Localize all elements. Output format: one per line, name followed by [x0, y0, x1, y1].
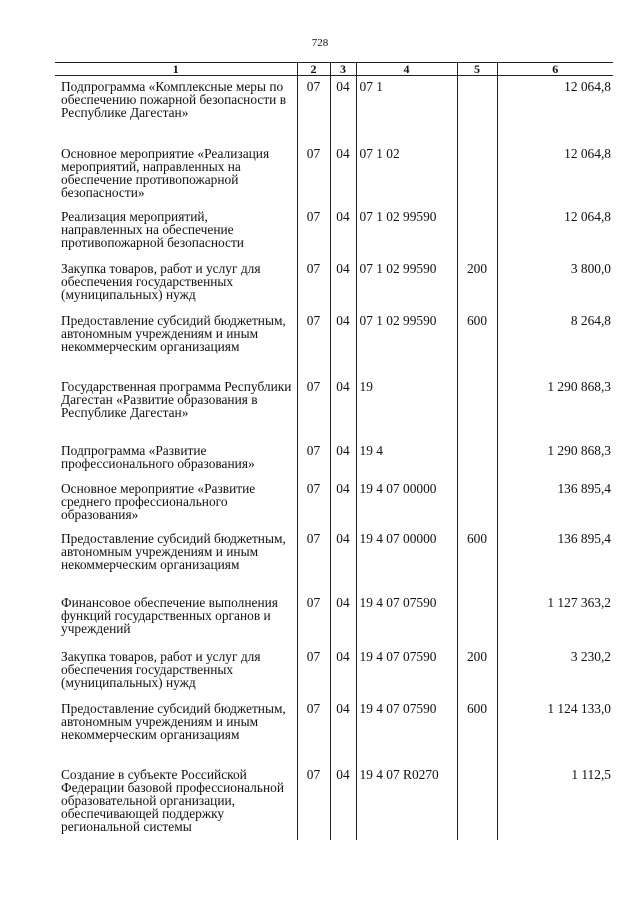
row-section-code: 07 — [297, 143, 330, 206]
budget-table — [55, 62, 613, 840]
row-target-article-code: 19 — [356, 376, 457, 440]
row-description: Закупка товаров, работ и услуг для обеспечения государственных (муниципальных) нужд — [61, 260, 261, 302]
row-subsection-code: 04 — [330, 143, 356, 206]
row-description: Финансовое обеспечение выполнения функций государственных органов и учреждений — [61, 594, 278, 636]
row-section-code: 07 — [297, 206, 330, 258]
row-description: Закупка товаров, работ и услуг для обеспечения государственных (муниципальных) нужд — [61, 648, 261, 690]
row-section-code: 07 — [297, 764, 330, 840]
row-description: Основное мероприятие «Развитие среднего профессионального образования» — [61, 480, 256, 522]
table-row — [55, 698, 613, 764]
row-target-article-code: 19 4 07 00000 — [356, 478, 457, 528]
table-body — [55, 76, 613, 840]
row-amount: 3 800,0 — [497, 258, 613, 310]
row-section-code: 07 — [297, 698, 330, 764]
table-row — [55, 646, 613, 698]
row-expense-type-code — [457, 440, 497, 478]
row-target-article-code: 19 4 07 07590 — [356, 698, 457, 764]
row-target-article-code: 07 1 02 99590 — [356, 206, 457, 258]
row-section-code: 07 — [297, 376, 330, 440]
row-subsection-code: 04 — [330, 478, 356, 528]
row-amount: 136 895,4 — [497, 478, 613, 528]
header-col-3: 3 — [330, 63, 356, 76]
row-amount: 12 064,8 — [497, 143, 613, 206]
row-description: Предоставление субсидий бюджетным, автономным учреждениям и иным некоммерческим организациям — [61, 700, 286, 742]
table-row — [55, 528, 613, 592]
row-section-code: 07 — [297, 310, 330, 376]
table-row — [55, 258, 613, 310]
table-row — [55, 76, 613, 143]
row-expense-type-code — [457, 206, 497, 258]
row-section-code: 07 — [297, 646, 330, 698]
row-target-article-code: 07 1 02 — [356, 143, 457, 206]
row-expense-type-code — [457, 592, 497, 646]
row-expense-type-code — [457, 76, 497, 143]
row-amount: 12 064,8 — [497, 76, 613, 143]
header-col-5: 5 — [457, 63, 497, 76]
header-col-4: 4 — [356, 63, 457, 76]
table-row — [55, 143, 613, 206]
row-subsection-code: 04 — [330, 310, 356, 376]
row-target-article-code: 19 4 07 07590 — [356, 646, 457, 698]
row-amount: 1 112,5 — [497, 764, 613, 840]
header-col-2: 2 — [297, 63, 330, 76]
row-amount: 136 895,4 — [497, 528, 613, 592]
row-subsection-code: 04 — [330, 528, 356, 592]
row-target-article-code: 07 1 02 99590 — [356, 258, 457, 310]
row-section-code: 07 — [297, 258, 330, 310]
row-amount: 8 264,8 — [497, 310, 613, 376]
header-col-1: 1 — [55, 63, 297, 76]
table-row — [55, 206, 613, 258]
row-expense-type-code — [457, 376, 497, 440]
row-target-article-code: 07 1 02 99590 — [356, 310, 457, 376]
row-description: Подпрограмма «Развитие профессионального образования» — [61, 442, 255, 471]
row-subsection-code: 04 — [330, 646, 356, 698]
row-target-article-code: 19 4 07 R0270 — [356, 764, 457, 840]
row-description: Реализация мероприятий, направленных на обеспечение противопожарной безопасности — [61, 208, 244, 250]
row-amount: 12 064,8 — [497, 206, 613, 258]
row-amount: 1 127 363,2 — [497, 592, 613, 646]
row-amount: 1 124 133,0 — [497, 698, 613, 764]
table-row — [55, 478, 613, 528]
row-section-code: 07 — [297, 76, 330, 143]
table-row — [55, 764, 613, 840]
row-description: Создание в субъекте Российской Федерации базовой профессиональной образовательной организации, обеспечивающей поддержку региональной системы — [61, 766, 284, 834]
row-description: Подпрограмма «Комплексные меры по обеспечению пожарной безопасности в Республике Дагестан» — [61, 79, 287, 120]
row-subsection-code: 04 — [330, 76, 356, 143]
row-amount: 1 290 868,3 — [497, 440, 613, 478]
row-expense-type-code: 600 — [457, 310, 497, 376]
row-subsection-code: 04 — [330, 440, 356, 478]
row-subsection-code: 04 — [330, 376, 356, 440]
row-amount: 1 290 868,3 — [497, 376, 613, 440]
row-subsection-code: 04 — [330, 206, 356, 258]
row-target-article-code: 19 4 07 00000 — [356, 528, 457, 592]
row-section-code: 07 — [297, 528, 330, 592]
row-description: Государственная программа Республики Дагестан «Развитие образования в Республике Дагестан» — [61, 378, 292, 420]
row-expense-type-code — [457, 143, 497, 206]
row-expense-type-code — [457, 478, 497, 528]
table-row — [55, 376, 613, 440]
row-target-article-code: 07 1 — [356, 76, 457, 143]
page-number: 728 — [311, 37, 329, 49]
row-section-code: 07 — [297, 478, 330, 528]
row-subsection-code: 04 — [330, 764, 356, 840]
row-section-code: 07 — [297, 592, 330, 646]
row-subsection-code: 04 — [330, 698, 356, 764]
table-row — [55, 592, 613, 646]
row-expense-type-code — [457, 764, 497, 840]
row-target-article-code: 19 4 07 07590 — [356, 592, 457, 646]
row-expense-type-code: 600 — [457, 528, 497, 592]
row-expense-type-code: 200 — [457, 258, 497, 310]
row-expense-type-code: 600 — [457, 698, 497, 764]
table-row — [55, 310, 613, 376]
table-header-row — [55, 63, 613, 76]
row-description: Предоставление субсидий бюджетным, автономным учреждениям и иным некоммерческим организациям — [61, 530, 286, 572]
row-description: Предоставление субсидий бюджетным, автономным учреждениям и иным некоммерческим организациям — [61, 312, 286, 354]
row-subsection-code: 04 — [330, 258, 356, 310]
row-section-code: 07 — [297, 440, 330, 478]
budget-table-wrapper — [55, 62, 613, 840]
row-subsection-code: 04 — [330, 592, 356, 646]
header-col-6: 6 — [497, 63, 613, 76]
table-row — [55, 440, 613, 478]
row-amount: 3 230,2 — [497, 646, 613, 698]
row-expense-type-code: 200 — [457, 646, 497, 698]
row-description: Основное мероприятие «Реализация мероприятий, направленных на обеспечение противопожарной безопасности» — [61, 145, 270, 200]
row-target-article-code: 19 4 — [356, 440, 457, 478]
